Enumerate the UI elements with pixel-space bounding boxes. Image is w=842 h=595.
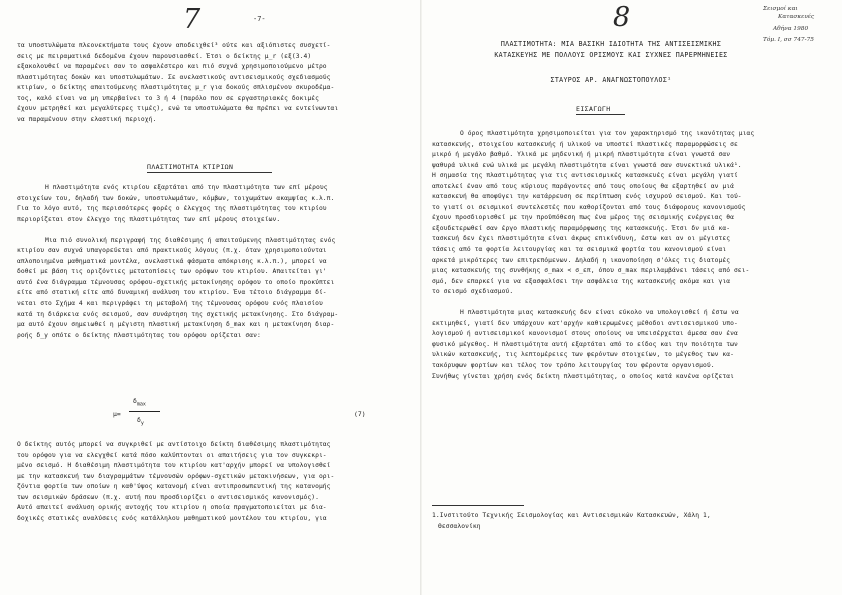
formula-label: (7) [354, 410, 366, 418]
text-line: εξουδετερωθεί σαν έργο πλαστικής παραμόρφωσης της κατασκευής. Έτσι δν μιά κα- [432, 224, 731, 232]
text-line: κτιρίου σαν συχνά υπαγορεύεται από πρακτικούς λόγους (π.χ. όταν χρησιμοποιούνται [17, 247, 327, 255]
title-line: ΠΛΑΣΤΙΜΟΤΗΤΑ: ΜΙΑ ΒΑΣΙΚΗ ΙΔΙΟΤΗΤΑ ΤΗΣ ΑΝΤΙΣΕΙΣΜΙΚΗΣ [500, 40, 722, 48]
text-line: αρκετά μικρότερες των επιτρεπόμενων. Δηλαδή η ικανοποίηση σ'όλες τις διατομές [432, 256, 731, 264]
text-line: Μια πιό συνολική περιγραφή της διαθέσιμης ή απαιτούμενης πλαστιμότητας ενός [45, 236, 336, 244]
text-line: Αυτό απαιτεί ανάλυση ορικής αντοχής του κτιρίου η οποία πραγματοποιείται με δια- [17, 504, 327, 512]
text-line: απλοποιημένα μαθηματικά μοντέλα, ανελαστικά φάσματα απόκρισης κ.λ.π.), μπορεί να [17, 257, 327, 265]
note-line: Κατασκευές [778, 14, 815, 20]
text-line: μένο σεισμό. Η διαθέσιμη πλαστιμότητα του κτιρίου κατ'αρχήν μπορεί να υπολογισθεί [17, 462, 331, 470]
text-line: μικρό ή μεγάλο βαθμό. Υλικά με μηδενική ή μικρή πλαστιμότητα είναι γνωστά σαν [432, 151, 731, 159]
text-line: αυτό ένα διάγραμμα τέμνουσας ορόφου-σχετικής μετακίνησης ορόφου το οποίο προκύπτει [17, 278, 335, 286]
text-line: τα υποστυλώματα πλεονεκτήματα τους έχουν αποδειχθεί³ ούτε και αξιόπιστες συσχετί- [17, 42, 331, 49]
text-line: τασκευή δεν έχει πλαστιμότητα είναι άκρως επικίνδυνη, έστω και αν οι μέγιστες [432, 235, 731, 243]
text-line: Ο δείκτης αυτός μπορεί να συγκριθεί με αντίστοιχο δείκτη διαθέσιμης πλαστιμότητας [17, 441, 331, 448]
left-section-title: ΠΛΑΣΤΙΜΟΤΗΤΑ ΚΤΙΡΙΩΝ [147, 163, 234, 171]
text-line: τος, καλό είναι να μη υπερβαίνει το 3 ή 4 (παρόλο που σε εργαστηριακές δοκιμές [17, 94, 319, 102]
left-paragraph-3 [17, 440, 334, 524]
text-line: σμό, δεν επαρκεί για να εξασφαλίσει την ασφάλεια της κατασκευής ακόμα και για [432, 277, 731, 285]
text-line: Ο όρος πλαστιμότητα χρησιμοποιείται για τον χαρακτηρισμό της ικανότητας μιας [460, 130, 755, 137]
text-line: Η πλαστιμότητα ενός κτιρίου εξαρτάται από την πλαστιμότητα των επί μέρους [45, 184, 328, 191]
text-line: κατά τη διάρκεια ενός σεισμού, σαν συνάρτηση της σχετικής μετακίνησης. Στο διάγραμ- [17, 310, 339, 318]
text-line: δοχικές στατικές αναλύσεις ενός κατάλληλου μαθηματικού μοντέλου του κτιρίου, για [17, 514, 327, 522]
text-line: ζόντια φορτία των οποίων η καθ'ύψος κατανομή είναι αντιπροσωπευτική της κατανομής [17, 483, 331, 491]
text-line: Η σημασία της πλαστιμότητας για τις αντισεισμικές κατασκευές είναι μεγάλη γιατί [432, 172, 738, 180]
footnote-line: 1.Ινστιτούτο Τεχνικής Σεισμολογίας και Αντισεισμικών Κατασκευών, Χάλη 1, [432, 512, 711, 519]
text-line: εξακολουθεί να παραμένει σαν το ασφαλέστερο και πιό συχνά χρησιμοποιούμενο μέτρο [17, 63, 327, 71]
text-line: ροής δ_y οπότε ο δείκτης πλαστιμότητας του ορόφου ορίζεται σαν: [17, 331, 261, 339]
article-author: ΣΤΑΥΡΟΣ ΑΡ. ΑΝΑΓΝΩΣΤΟΠΟΥΛΟΣ¹ [550, 76, 672, 84]
right-section-underline [576, 114, 625, 115]
text-line: αποτελεί έναν από τους κύριους παράγοντες από τους οποίους θα εξαρτηθεί αν μιά [432, 182, 734, 190]
right-paragraph-1 [432, 129, 754, 382]
text-line: ψαθυρά υλικά ενώ υλικά με μεγάλη πλαστιμότητα είναι γνωστά σαν συνεκτικά υλικά¹. [432, 161, 742, 169]
text-line: κατασκευή θα αποφύγει την κατάρρευση σε περίπτωση ενός ισχυρού σεισμού. Και τού- [432, 193, 742, 201]
text-line: μα αυτό έχουν σημειωθεί η μέγιστη πλαστική μετακίνηση δ_max και η μετακίνηση διαρ- [17, 321, 335, 329]
text-line: Για το λόγο αυτό, της περισσότερες φορές ο έλεγχος της πλαστιμότητας του κτιρίου [17, 205, 327, 213]
formula-denominator: $\delta_y$ [137, 416, 144, 427]
text-line: υλικών κατασκευής, τις λεπτομέρειες των φερόντων στοιχείων, το μέγεθος των κα- [432, 351, 734, 359]
text-line: κατασκευής, στοιχείου κατασκευής ή υλικού να υποστεί πλαστικές παραμορφώσεις σε [432, 140, 738, 148]
left-section-underline [147, 172, 272, 173]
right-handwritten-page-number: 8 [613, 2, 631, 33]
footnote-separator [432, 505, 524, 506]
text-line: περιορίζεται στον έλεγχο της πλαστιμότητας των επί μέρους στοιχείων. [17, 215, 281, 223]
text-line: στοιχείων του, δηλαδή των δοκών, υποστυλωμάτων, κόμβων, τοιχωμάτων ακαμψίας κ.λ.π. [17, 194, 335, 202]
note-line: Αθήνα 1980 [773, 26, 809, 32]
left-typed-page-number: -7- [253, 15, 266, 23]
text-line: έχουν προσδιορισθεί με την προϋπόθεση πως ένα μέρος της σεισμικής ενέργειας θα [432, 214, 734, 222]
text-line: Η πλαστιμότητα μιας κατασκευής δεν είναι εύκολο να υπολογισθεί ή έστω να [460, 309, 739, 317]
text-line: με την κατασκευή των διαγραμμάτων τέμνουσών ορόφων-σχετικών μετακινήσεων, για ορι- [17, 472, 335, 480]
text-line: του ορόφου για να ελεγχθεί κατά πόσο καλύπτονται οι απαιτήσεις για τον συγκεκρι- [17, 451, 327, 459]
left-paragraph-1 [17, 183, 338, 341]
text-line: τάσεις από τα φορτία λειτουργίας και τα σεισμικά φορτία του κανονισμού είναι [432, 246, 727, 254]
right-section-title: ΕΙΣΑΓΩΓΗ [576, 105, 611, 113]
note-line: Τόμ. Ι, σσ 747-75 [763, 37, 814, 43]
text-line: μιας κατασκευής της συνθήκης σ_max < σ_επ, όπου σ_max περιλαμβάνει τάσεις από σει- [432, 267, 750, 275]
formula-lhs: μ= [113, 410, 121, 418]
text-line: σεις με πειραματικά δεδομένα έχουν παρουσιασθεί. Έτσι ο δείκτης μ_r (εξ(3.4) [17, 52, 312, 60]
right-page [421, 0, 842, 595]
text-line: Συνήθως γίνεται χρήση ενός δείκτη πλαστιμότητας, ο οποίος κατά κανένα ορίζεται [432, 372, 734, 380]
text-line: είτε από στατική είτε από δυναμική ανάλυση του κτιρίου. Ένα τέτοιο διάγραμμα δί- [17, 289, 327, 297]
text-line: φυσικό μέγεθος. Η πλαστιμότητα αυτή εξαρτάται από το είδος και την ποιότητα των [432, 340, 738, 348]
left-handwritten-page-number: 7 [183, 4, 201, 35]
note-line: Σεισμοί και [763, 6, 798, 12]
text-line: έχουν μετρηθεί και μεγαλύτερες τιμές), ενώ τα υποστυλώματα θα πρέπει να εντείνωνται [17, 105, 339, 113]
formula-numerator: $\delta_{max}$ [133, 397, 146, 408]
left-paragraph-top [17, 41, 338, 125]
formula-fraction-bar [129, 411, 160, 412]
text-line: λογισμού ή αντισεισμικοί κανονισμοί στους οποίους να υπεισέρχεται άμεσα σαν ένα [432, 330, 738, 338]
text-line: πλαστιμότητας δοκών και υποστυλωμάτων. Σε ανελαστικούς αντισεισμικούς σχεδιασμούς [17, 73, 331, 81]
article-title [461, 39, 761, 61]
footnote-line: Θεσσαλονίκη [438, 522, 481, 530]
text-line: τακόρυφων φορτίων και τέλος τον τρόπο λειτουργίας του φέροντα οργανισμού. [432, 362, 715, 370]
text-line: να παραμένουν στην ελαστική περιοχή. [17, 115, 157, 123]
text-line: εκτιμηθεί, γιατί δεν υπάρχουν κατ'αρχήν καθιερωμένες μέθοδοι αντισεισμικού υπο- [432, 319, 738, 327]
text-line: κτιρίων, ο δείκτης απαιτούμενης πλαστιμότητας μ_r για δοκούς σπλισμένου σκυροδέμα- [17, 84, 335, 92]
text-line: νεται στο Σχήμα 4 και περιγράφει τη μεταβολή της τέμνουσας ορόφου ενός πλαισίου [17, 300, 323, 308]
text-line: το σεισμό σχεδιασμού. [432, 288, 514, 296]
footnote [432, 511, 711, 532]
text-line: δοθεί με βάση τις οριζόντιες μετατοπίσεις των ορόφων του κτιρίου. Απαιτείται γι' [17, 268, 327, 276]
title-line: ΚΑΤΑΣΚΕΥΗΣ ΜΕ ΠΟΛΛΟΥΣ ΟΡΙΣΜΟΥΣ ΚΑΙ ΣΥΧΝΕΣ ΠΑΡΕΡΜΗΝΕΙΕΣ [494, 51, 728, 59]
text-line: των σεισμικών δράσεων (π.χ. αυτή που προσδιορίζει ο αντισεισμικός κανονισμός). [17, 493, 319, 501]
text-line: το γιατί οι σεισμικοί συντελεστές που καθορίζονται από τους διάφορους κανονισμούς [432, 203, 746, 211]
